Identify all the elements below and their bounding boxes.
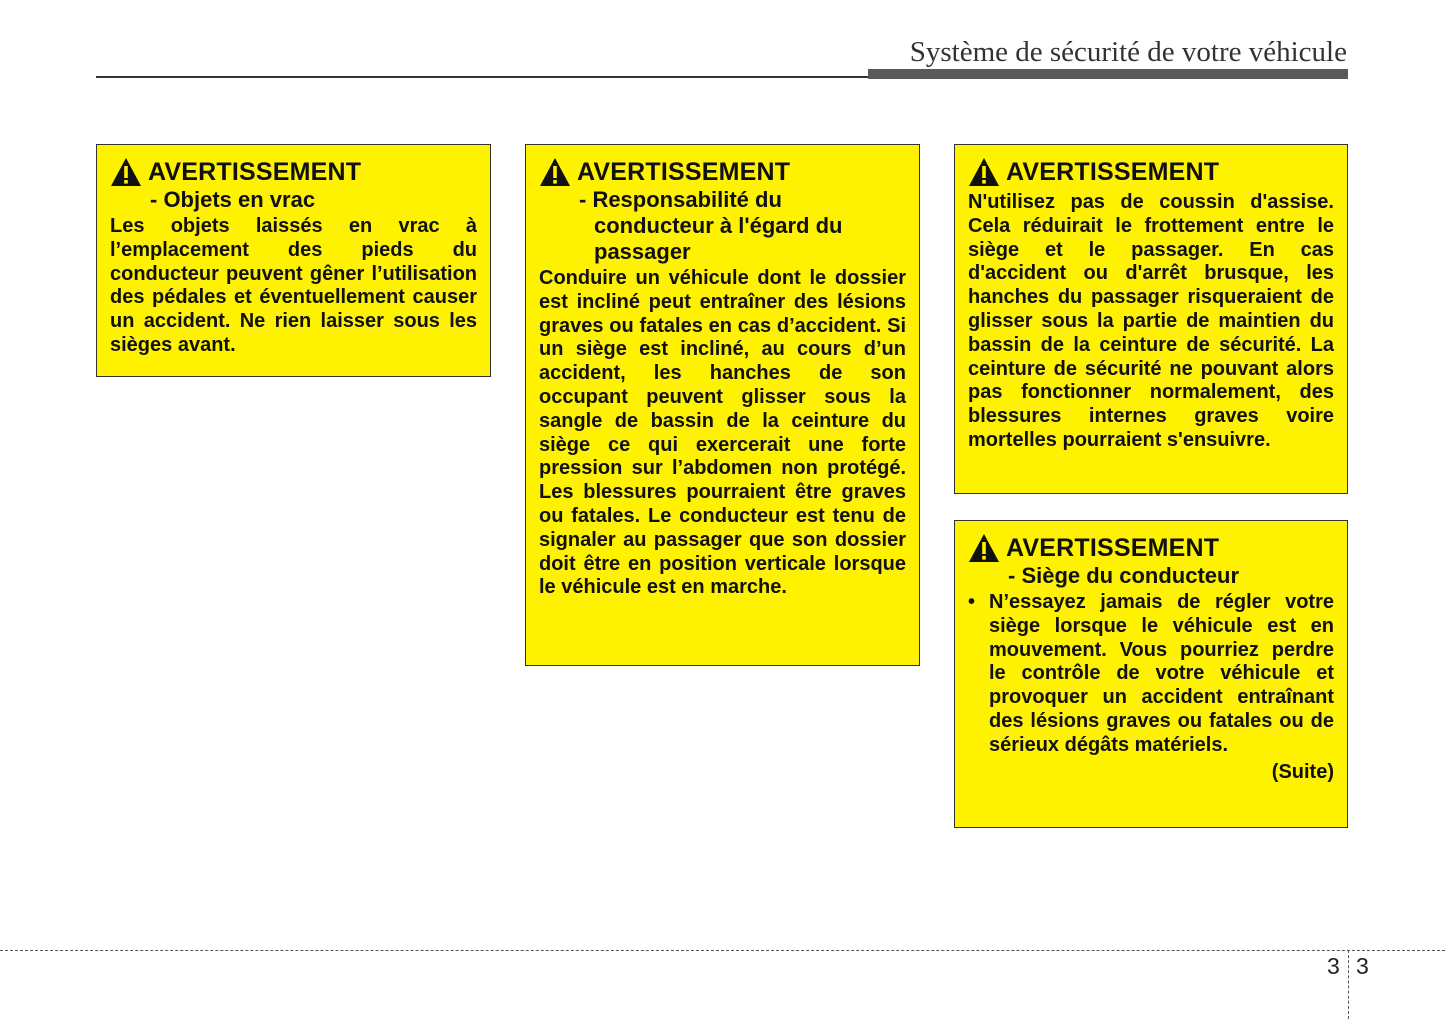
warning-heading: AVERTISSEMENT [1006,158,1220,186]
continued-label: (Suite) [1271,760,1334,783]
chapter-number: 3 [1327,953,1340,979]
bullet-marker: • [968,591,976,613]
warning-triangle-icon [110,157,142,187]
warning-header [968,157,1334,187]
warning-bullet-item [968,591,1334,758]
footer-divider [0,950,1445,951]
warning-heading: AVERTISSEMENT [577,158,791,186]
warning-box-driver-responsibility [525,144,920,666]
warning-triangle-icon [968,533,1000,563]
warning-body: N’essayez jamais de régler votre siège lorsque le véhicule est en mouvement. Vous pourriez perdre le contrôle de votre véhicule et provoquer un accident entraînant des lésions graves ou fatales ou de sérieux dégâts matériels. [989,591,1334,756]
warning-header [968,533,1334,563]
warning-subtitle: - Siège du conducteur [1008,563,1240,588]
warning-triangle-icon [539,157,571,187]
warning-heading: AVERTISSEMENT [1006,534,1220,562]
warning-box-loose-objects [96,144,491,377]
warning-body: Conduire un véhicule dont le dossier est incliné peut entraîner des lésions graves ou fatales en cas d’accident. Si un siège est incliné, au cours d’un accident, les hanches de son occupant peuvent glisser sous la sangle de bassin de la ceinture du siège ce qui exercerait une forte pression sur l’abdomen non protégé. Les blessures pourraient être graves ou fatales. Le conducteur est tenu de signaler au passager que son dossier doit être en position verticale lorsque le véhicule est en marche. [539,267,906,599]
warning-header [539,157,906,187]
warning-body: N'utilisez pas de coussin d'assise. Cela réduirait le frottement entre le siège et le passager. En cas d'accident ou d'arrêt brusque, les hanches du passager risqueraient de glisser sous la partie de maintien du bassin de la ceinture de sécurité. La ceinture de sécurité ne pouvant alors pas fonctionner normalement, des blessures internes graves voire mortelles pourraient s'ensuivre. [968,191,1334,451]
header-rule-accent [868,69,1348,79]
warning-header [110,157,477,187]
page-header-title: Système de sécurité de votre véhicule [909,36,1347,68]
page-number: 3 [1356,953,1369,979]
warning-box-driver-seat [954,520,1348,828]
warning-triangle-icon [968,157,1000,187]
warning-subtitle: - Objets en vrac [150,187,316,212]
warning-heading: AVERTISSEMENT [148,158,362,186]
warning-subtitle: - Responsabilité du conducteur à l'égard du passager [579,187,843,264]
warning-body: Les objets laissés en vrac à l’emplacement des pieds du conducteur peuvent gêner l’utilisation des pédales et éventuellement causer un accident. Ne rien laisser sous les sièges avant. [110,215,477,356]
warning-box-seat-cushion [954,144,1348,494]
header-rule [96,76,868,78]
footer-page-divider [1348,950,1349,1019]
